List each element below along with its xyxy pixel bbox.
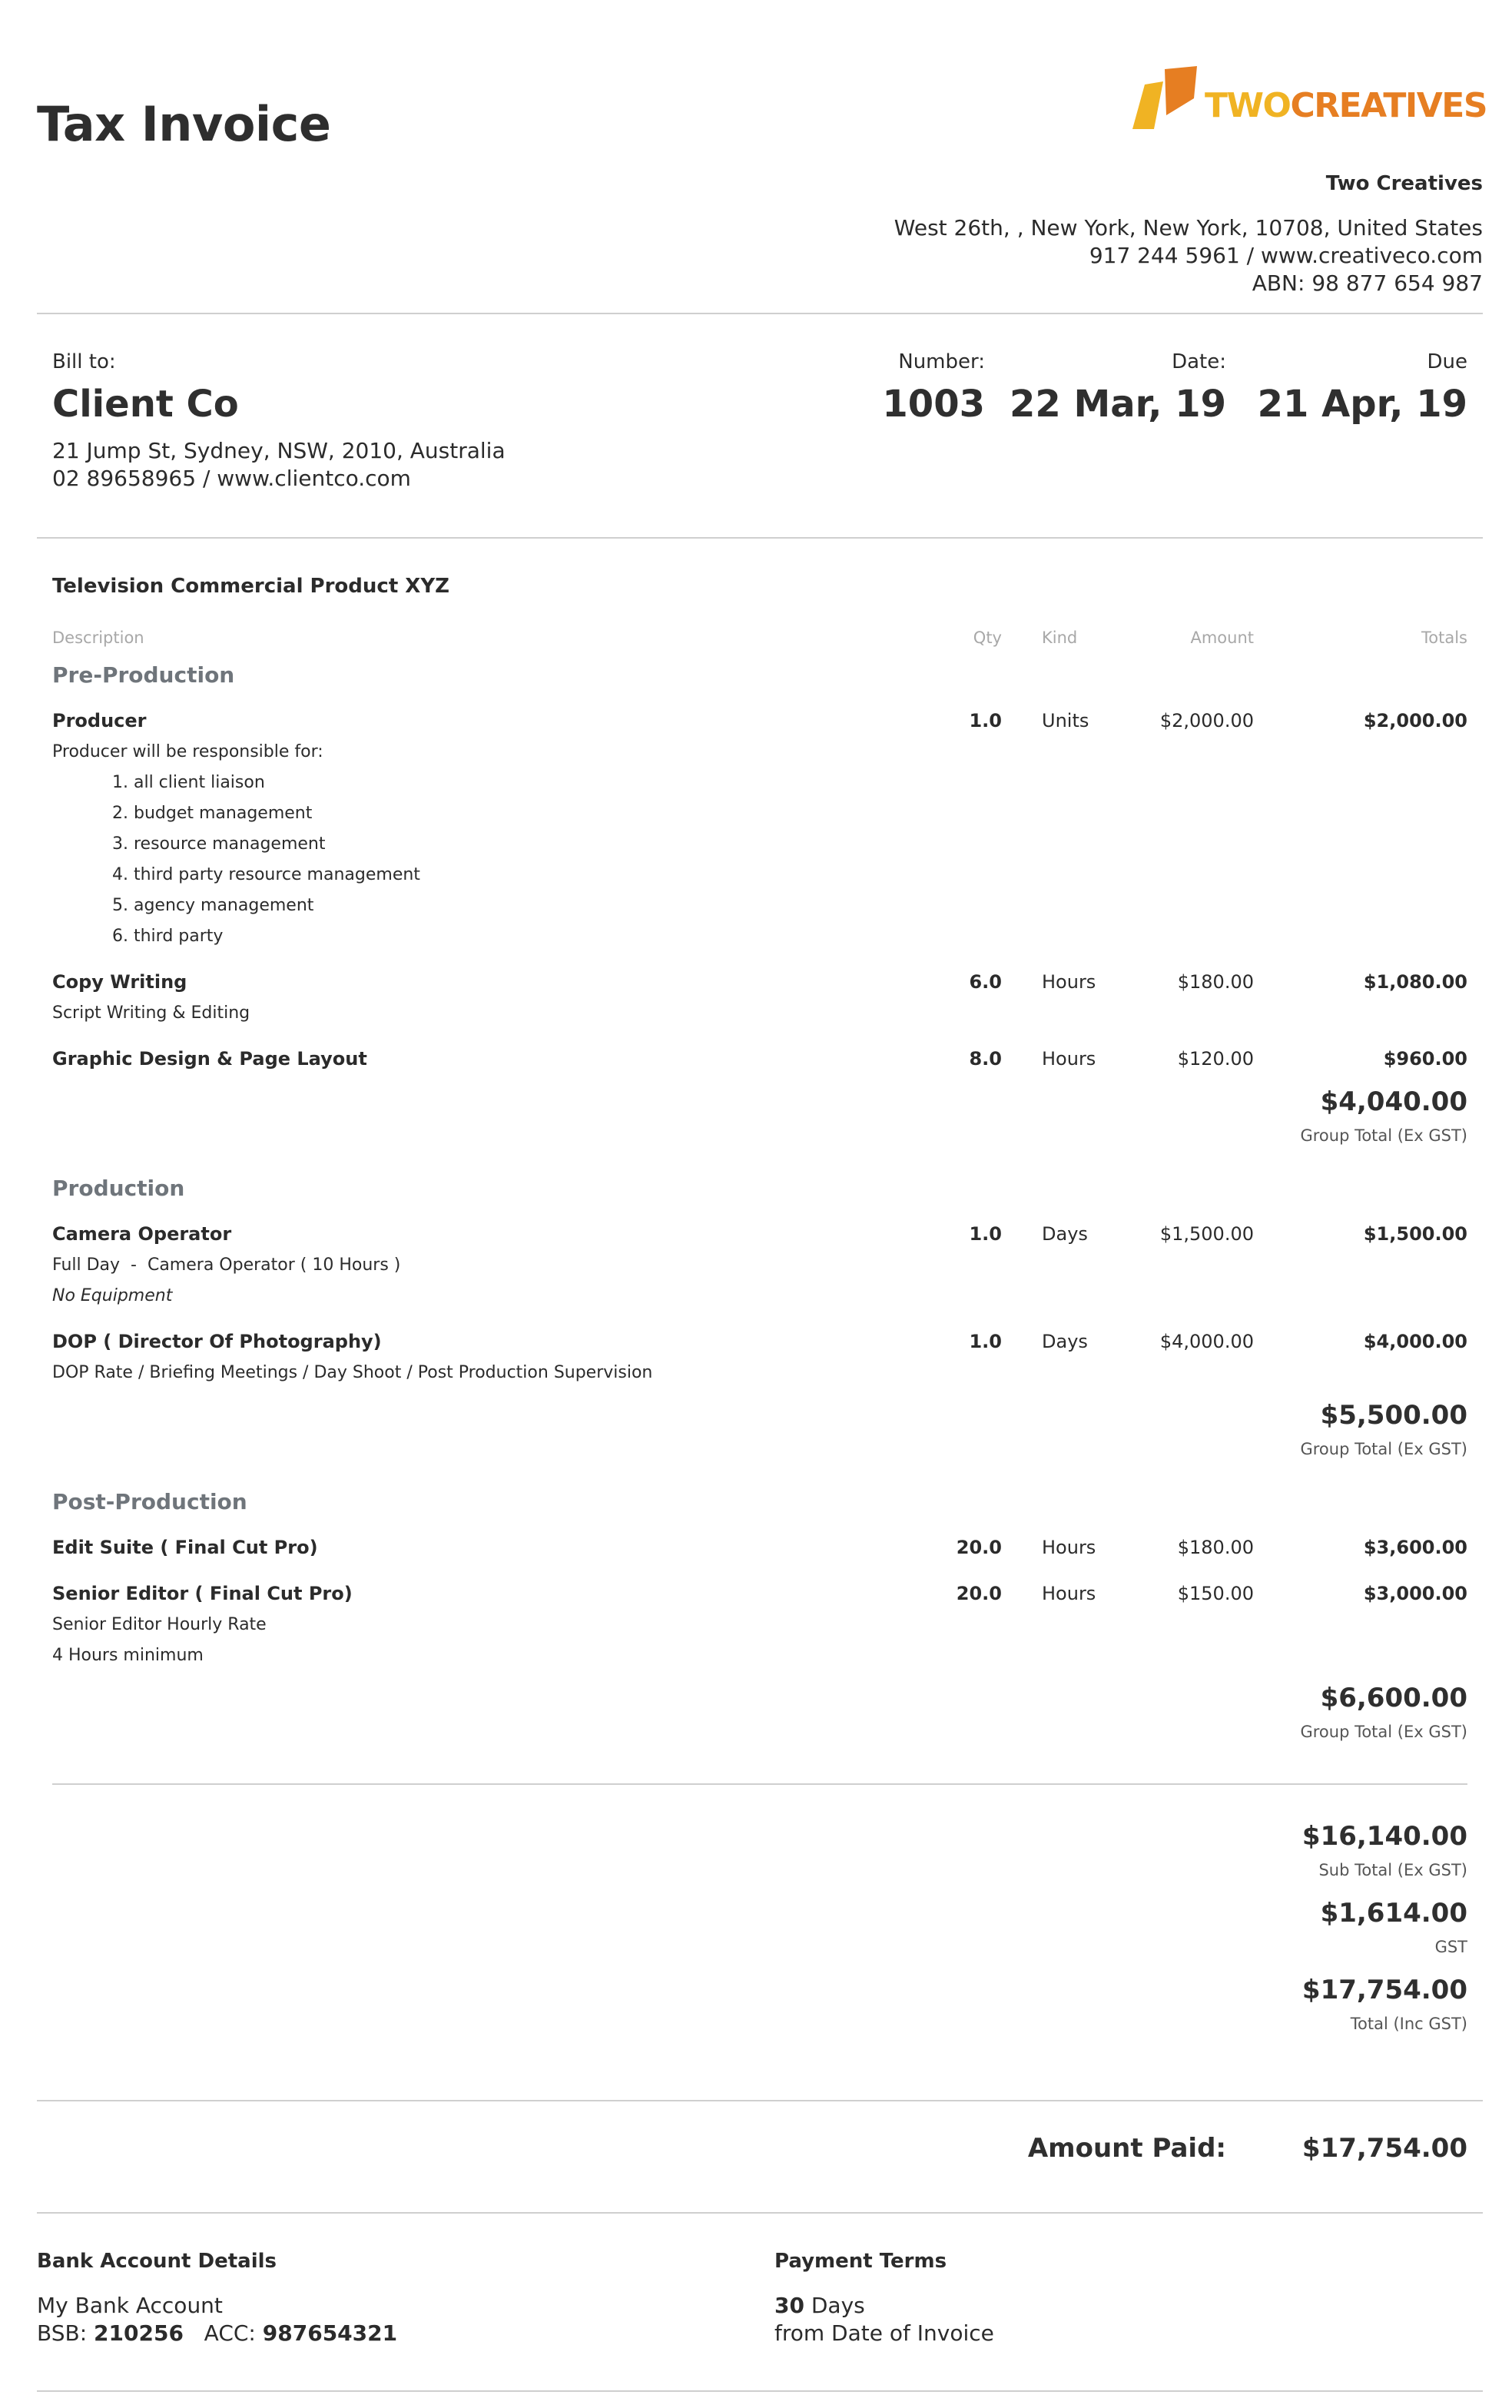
bank-heading: Bank Account Details (37, 2250, 277, 2273)
due-date: 21 Apr, 19 (1257, 383, 1467, 426)
item-kind: Hours (1042, 1048, 1096, 1070)
item-description: Producer will be responsible for: (52, 742, 323, 761)
divider (37, 537, 1483, 539)
item-kind: Days (1042, 1223, 1088, 1245)
item-name: Senior Editor ( Final Cut Pro) (52, 1583, 353, 1604)
item-amount: $180.00 (1177, 971, 1254, 993)
client-address: 21 Jump St, Sydney, NSW, 2010, Australia (52, 438, 506, 463)
group-heading: Production (52, 1176, 185, 1201)
item-kind: Hours (1042, 971, 1096, 993)
item-qty: 6.0 (969, 971, 1002, 993)
invoice-number: 1003 (882, 383, 985, 426)
bank-account-name: My Bank Account (37, 2293, 223, 2318)
item-qty: 8.0 (969, 1048, 1002, 1070)
client-contact: 02 89658965 / www.clientco.com (52, 466, 411, 491)
divider (37, 2390, 1483, 2392)
group-heading: Pre-Production (52, 662, 235, 688)
item-amount: $180.00 (1177, 1537, 1254, 1558)
item-total: $4,000.00 (1363, 1331, 1467, 1352)
total-label: Total (Inc GST) (1350, 2015, 1467, 2033)
divider (37, 313, 1483, 314)
item-amount: $1,500.00 (1159, 1223, 1254, 1245)
item-kind: Days (1042, 1331, 1088, 1352)
list-item: 2. budget management (112, 804, 313, 823)
col-qty: Qty (973, 629, 1002, 647)
item-total: $3,000.00 (1363, 1583, 1467, 1604)
company-name: Two Creatives (1325, 172, 1483, 195)
bill-to-label: Bill to: (52, 350, 116, 373)
list-item: 3. resource management (112, 834, 326, 854)
date-label: Date: (1172, 350, 1226, 373)
gst-value: $1,614.00 (1320, 1898, 1467, 1929)
group-total: $5,500.00 (1320, 1400, 1467, 1431)
list-item: 4. third party resource management (112, 865, 420, 884)
item-name: Camera Operator (52, 1223, 232, 1245)
divider (37, 2212, 1483, 2214)
item-qty: 20.0 (956, 1583, 1002, 1604)
bank-numbers: BSB: 210256 ACC: 987654321 (37, 2320, 398, 2346)
item-amount: $2,000.00 (1159, 710, 1254, 731)
item-qty: 20.0 (956, 1537, 1002, 1558)
item-name: Copy Writing (52, 971, 187, 993)
item-note: No Equipment (52, 1286, 173, 1305)
col-description: Description (52, 629, 144, 647)
amount-paid-label: Amount Paid: (1027, 2133, 1226, 2164)
item-total: $3,600.00 (1363, 1537, 1467, 1558)
due-label: Due (1427, 350, 1467, 373)
group-total-label: Group Total (Ex GST) (1300, 1440, 1467, 1458)
list-item: 5. agency management (112, 896, 314, 915)
divider (37, 2100, 1483, 2101)
item-description: DOP Rate / Briefing Meetings / Day Shoot / Post Production Supervision (52, 1363, 653, 1382)
item-total: $2,000.00 (1363, 710, 1467, 731)
item-description: Senior Editor Hourly Rate (52, 1615, 267, 1634)
item-name: Edit Suite ( Final Cut Pro) (52, 1537, 318, 1558)
client-name: Client Co (52, 383, 239, 426)
total-value: $17,754.00 (1301, 1975, 1467, 2005)
subtotal-label: Sub Total (Ex GST) (1318, 1861, 1467, 1879)
amount-paid-value: $17,754.00 (1301, 2133, 1467, 2164)
group-heading: Post-Production (52, 1489, 247, 1514)
item-amount: $120.00 (1177, 1048, 1254, 1070)
divider (52, 1783, 1467, 1785)
col-kind: Kind (1042, 629, 1078, 647)
group-total: $6,600.00 (1320, 1683, 1467, 1713)
item-name: Producer (52, 710, 147, 731)
terms-from: from Date of Invoice (774, 2320, 994, 2346)
company-logo-text: TWOCREATIVES (1205, 86, 1487, 125)
company-abn: ABN: 98 877 654 987 (1252, 270, 1483, 296)
group-total: $4,040.00 (1320, 1086, 1467, 1117)
project-title: Television Commercial Product XYZ (52, 575, 450, 598)
item-name: DOP ( Director Of Photography) (52, 1331, 382, 1352)
page-title: Tax Invoice (37, 96, 331, 152)
company-address: West 26th, , New York, New York, 10708, United States (894, 215, 1483, 240)
col-totals: Totals (1421, 629, 1467, 647)
item-qty: 1.0 (969, 710, 1002, 731)
list-item: 6. third party (112, 927, 224, 946)
group-total-label: Group Total (Ex GST) (1300, 1126, 1467, 1145)
invoice-date: 22 Mar, 19 (1009, 383, 1226, 426)
item-total: $960.00 (1383, 1048, 1467, 1070)
terms-heading: Payment Terms (774, 2250, 947, 2273)
company-contact: 917 244 5961 / www.creativeco.com (1089, 243, 1483, 268)
item-description: 4 Hours minimum (52, 1646, 204, 1665)
terms-days: 30 Days (774, 2293, 865, 2318)
item-kind: Hours (1042, 1537, 1096, 1558)
col-amount: Amount (1190, 629, 1254, 647)
item-total: $1,080.00 (1363, 971, 1467, 993)
group-total-label: Group Total (Ex GST) (1300, 1723, 1467, 1741)
number-label: Number: (898, 350, 985, 373)
item-kind: Units (1042, 710, 1089, 731)
company-logo-icon (1131, 65, 1202, 132)
item-name: Graphic Design & Page Layout (52, 1048, 367, 1070)
list-item: 1. all client liaison (112, 773, 265, 792)
gst-label: GST (1434, 1938, 1467, 1956)
subtotal-value: $16,140.00 (1301, 1821, 1467, 1852)
item-amount: $4,000.00 (1159, 1331, 1254, 1352)
item-description: Full Day - Camera Operator ( 10 Hours ) (52, 1255, 401, 1275)
item-description: Script Writing & Editing (52, 1003, 250, 1023)
item-total: $1,500.00 (1363, 1223, 1467, 1245)
item-qty: 1.0 (969, 1331, 1002, 1352)
item-amount: $150.00 (1177, 1583, 1254, 1604)
item-kind: Hours (1042, 1583, 1096, 1604)
item-qty: 1.0 (969, 1223, 1002, 1245)
